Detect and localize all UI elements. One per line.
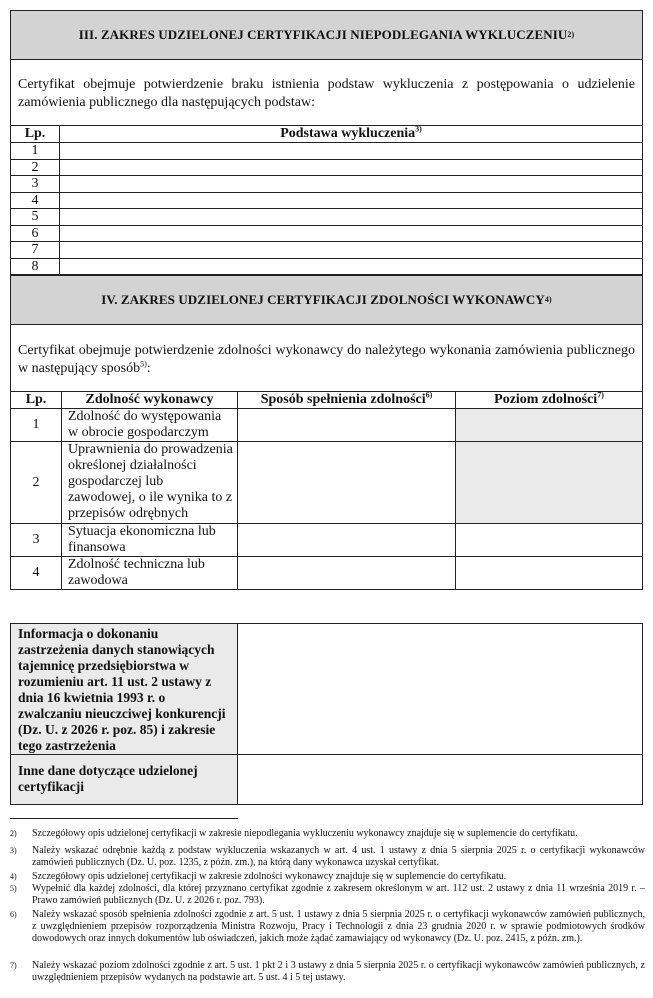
exclusion-row-lp: 5 — [11, 209, 60, 226]
trade-secret-value — [238, 624, 643, 755]
footnote-number: 5) — [10, 884, 17, 893]
footnote — [10, 909, 645, 945]
footnote-text: Szczegółowy opis udzielonej certyfikacji w zakresie zdolności wykonawcy znajduje się w suplemencie do certyfikatu. — [32, 871, 507, 882]
capacity-row-capacity: Zdolność do występowania w obrocie gospodarczym — [62, 409, 238, 442]
section4-intro — [18, 342, 635, 378]
exclusion-row-basis — [60, 242, 643, 259]
footnote-text: Należy wskazać odrębnie każdą z podstaw wykluczenia wskazanych w art. 4 ust. 1 ustawy z dnia 5 sierpnia 2025 r. o certyfikacji wykonawców zamówień publicznych (Dz. U. poz. 1235, z późn. zm.), na którą dany wykonawca uzyskał certyfikat. — [32, 845, 645, 868]
footnote-number: 7) — [10, 961, 17, 970]
exclusion-row-lp: 3 — [11, 176, 60, 193]
exclusion-row-lp: 2 — [11, 159, 60, 176]
footnote-text: Należy wskazać poziom zdolności zgodnie z art. 5 ust. 1 pkt 2 i 3 ustawy z dnia 5 sierpnia 2025 r. o certyfikacji wykonawców zamówień publicznych, z uwzględnieniem przepisów wydanych na podstawie art. 5 ust. 4 i 5 tej ustawy. — [32, 960, 645, 983]
exclusion-row-lp: 6 — [11, 225, 60, 242]
exclusion-row-basis — [60, 225, 643, 242]
exclusion-row-lp: 1 — [11, 143, 60, 160]
exclusion-row — [11, 159, 643, 176]
exclusion-row-basis — [60, 258, 643, 275]
exclusion-row-basis — [60, 209, 643, 226]
capacity-col-lp: Lp. — [11, 392, 62, 409]
section4-intro-sup: 5) — [140, 359, 147, 369]
footnote-number: 3) — [10, 846, 17, 855]
exclusion-row — [11, 176, 643, 193]
footnote-number: 4) — [10, 872, 17, 881]
exclusion-row-lp: 4 — [11, 192, 60, 209]
footnote-number: 2) — [10, 829, 17, 838]
section4-intro-end: : — [146, 361, 151, 376]
footnote-number: 6) — [10, 910, 17, 919]
exclusion-col-lp: Lp. — [11, 126, 60, 143]
capacity-row-capacity: Zdolność techniczna lub zawodowa — [62, 557, 238, 590]
footnote — [10, 883, 645, 907]
capacity-row-method — [238, 409, 456, 442]
section4-intro-text: Certyfikat obejmuje potwierdzenie zdolności wykonawcy do należytego wykonania zamówienia publicznego w następujący sposób — [18, 343, 635, 376]
info-table — [10, 623, 643, 805]
capacity-row-level — [456, 524, 643, 557]
section3-title-text: III. ZAKRES UDZIELONEJ CERTYFIKACJI NIEPODLEGANIA WYKLUCZENIU — [78, 27, 568, 42]
capacity-col-level-text: Poziom zdolności — [494, 392, 598, 407]
capacity-col-level — [456, 392, 643, 409]
section3-intro-box — [10, 59, 643, 126]
capacity-row-lp: 2 — [11, 442, 62, 524]
capacity-row-method — [238, 442, 456, 524]
capacity-table — [10, 391, 643, 590]
capacity-row-lp: 4 — [11, 557, 62, 590]
section4-title-text: IV. ZAKRES UDZIELONEJ CERTYFIKACJI ZDOLNOŚCI WYKONAWCY — [101, 292, 545, 307]
footnote-separator — [10, 818, 238, 819]
capacity-col-method — [238, 392, 456, 409]
exclusion-row — [11, 258, 643, 275]
capacity-row — [11, 442, 643, 524]
capacity-row-level — [456, 442, 643, 524]
exclusion-row-lp: 7 — [11, 242, 60, 259]
exclusion-row — [11, 192, 643, 209]
capacity-col-level-sup: 7) — [597, 390, 604, 400]
capacity-col-method-text: Sposób spełnienia zdolności — [260, 392, 426, 407]
footnote-text: Wypełnić dla każdej zdolności, dla której przyznano certyfikat zgodnie z zakresem określonym w art. 112 ust. 2 ustawy z dnia 11 września 2019 r. – Prawo zamówień publicznych (Dz. U. z 2026 r. poz. 793). — [32, 883, 645, 906]
exclusion-row-basis — [60, 143, 643, 160]
capacity-row-lp: 3 — [11, 524, 62, 557]
exclusion-col-basis-sup: 3) — [415, 124, 422, 134]
section3-intro: Certyfikat obejmuje potwierdzenie braku istnienia podstaw wykluczenia z postępowania o udzielenie zamówienia publicznego dla następujących podstaw: — [18, 77, 635, 110]
capacity-row-level — [456, 409, 643, 442]
other-data-label: Inne dane dotyczące udzielonej certyfikacji — [11, 755, 238, 805]
exclusion-row-basis — [60, 159, 643, 176]
footnote — [10, 960, 645, 984]
capacity-row — [11, 557, 643, 590]
other-data-value — [238, 755, 643, 805]
exclusion-row — [11, 209, 643, 226]
capacity-row-capacity: Sytuacja ekonomiczna lub finansowa — [62, 524, 238, 557]
footnote — [10, 871, 645, 883]
section3-title: III. ZAKRES UDZIELONEJ CERTYFIKACJI NIEPODLEGANIA WYKLUCZENIU 2) — [10, 10, 643, 60]
footnote — [10, 845, 645, 869]
exclusion-col-basis-text: Podstawa wykluczenia — [280, 126, 416, 141]
exclusion-table — [10, 125, 643, 275]
section4-intro-box — [10, 324, 643, 392]
capacity-col-capacity: Zdolność wykonawcy — [62, 392, 238, 409]
exclusion-row — [11, 225, 643, 242]
footnote — [10, 828, 645, 840]
capacity-col-method-sup: 6) — [425, 390, 433, 400]
exclusion-row-basis — [60, 192, 643, 209]
exclusion-row — [11, 143, 643, 160]
capacity-row-method — [238, 524, 456, 557]
capacity-row-method — [238, 557, 456, 590]
capacity-row-lp: 1 — [11, 409, 62, 442]
footnote-text: Szczegółowy opis udzielonej certyfikacji w zakresie niepodlegania wykluczeniu wykonawcy znajduje się w suplemencie do certyfikatu. — [32, 828, 578, 839]
exclusion-col-basis — [60, 126, 643, 143]
capacity-row — [11, 409, 643, 442]
capacity-row — [11, 524, 643, 557]
section4-title: IV. ZAKRES UDZIELONEJ CERTYFIKACJI ZDOLNOŚCI WYKONAWCY 4) — [10, 275, 643, 325]
trade-secret-label: Informacja o dokonaniu zastrzeżenia danych stanowiących tajemnicę przedsiębiorstwa w rozumieniu art. 11 ust. 2 ustawy z dnia 16 kwietnia 1993 r. o zwalczaniu nieuczciwej konkurencji (Dz. U. z 2026 r. poz. 85) i zakresie tego zastrzeżenia — [11, 624, 238, 755]
capacity-row-level — [456, 557, 643, 590]
exclusion-row — [11, 242, 643, 259]
exclusion-row-basis — [60, 176, 643, 193]
exclusion-row-lp: 8 — [11, 258, 60, 275]
capacity-row-capacity: Uprawnienia do prowadzenia określonej działalności gospodarczej lub zawodowej, o ile wynika to z przepisów odrębnych — [62, 442, 238, 524]
footnote-text: Należy wskazać sposób spełnienia zdolności zgodnie z art. 5 ust. 1 ustawy z dnia 5 sierpnia 2025 r. o certyfikacji wykonawców zamówień publicznych, z uwzględnieniem przepisów rozporządzenia Ministra Rozwoju, Pracy i Technologii z dnia 23 grudnia 2020 r. w sprawie podmiotowych środków dowodowych oraz innych dokumentów lub oświadczeń, jakich może żądać zamawiający od wykonawcy (Dz. U. poz. 2415, z późn. zm.). — [32, 909, 645, 944]
